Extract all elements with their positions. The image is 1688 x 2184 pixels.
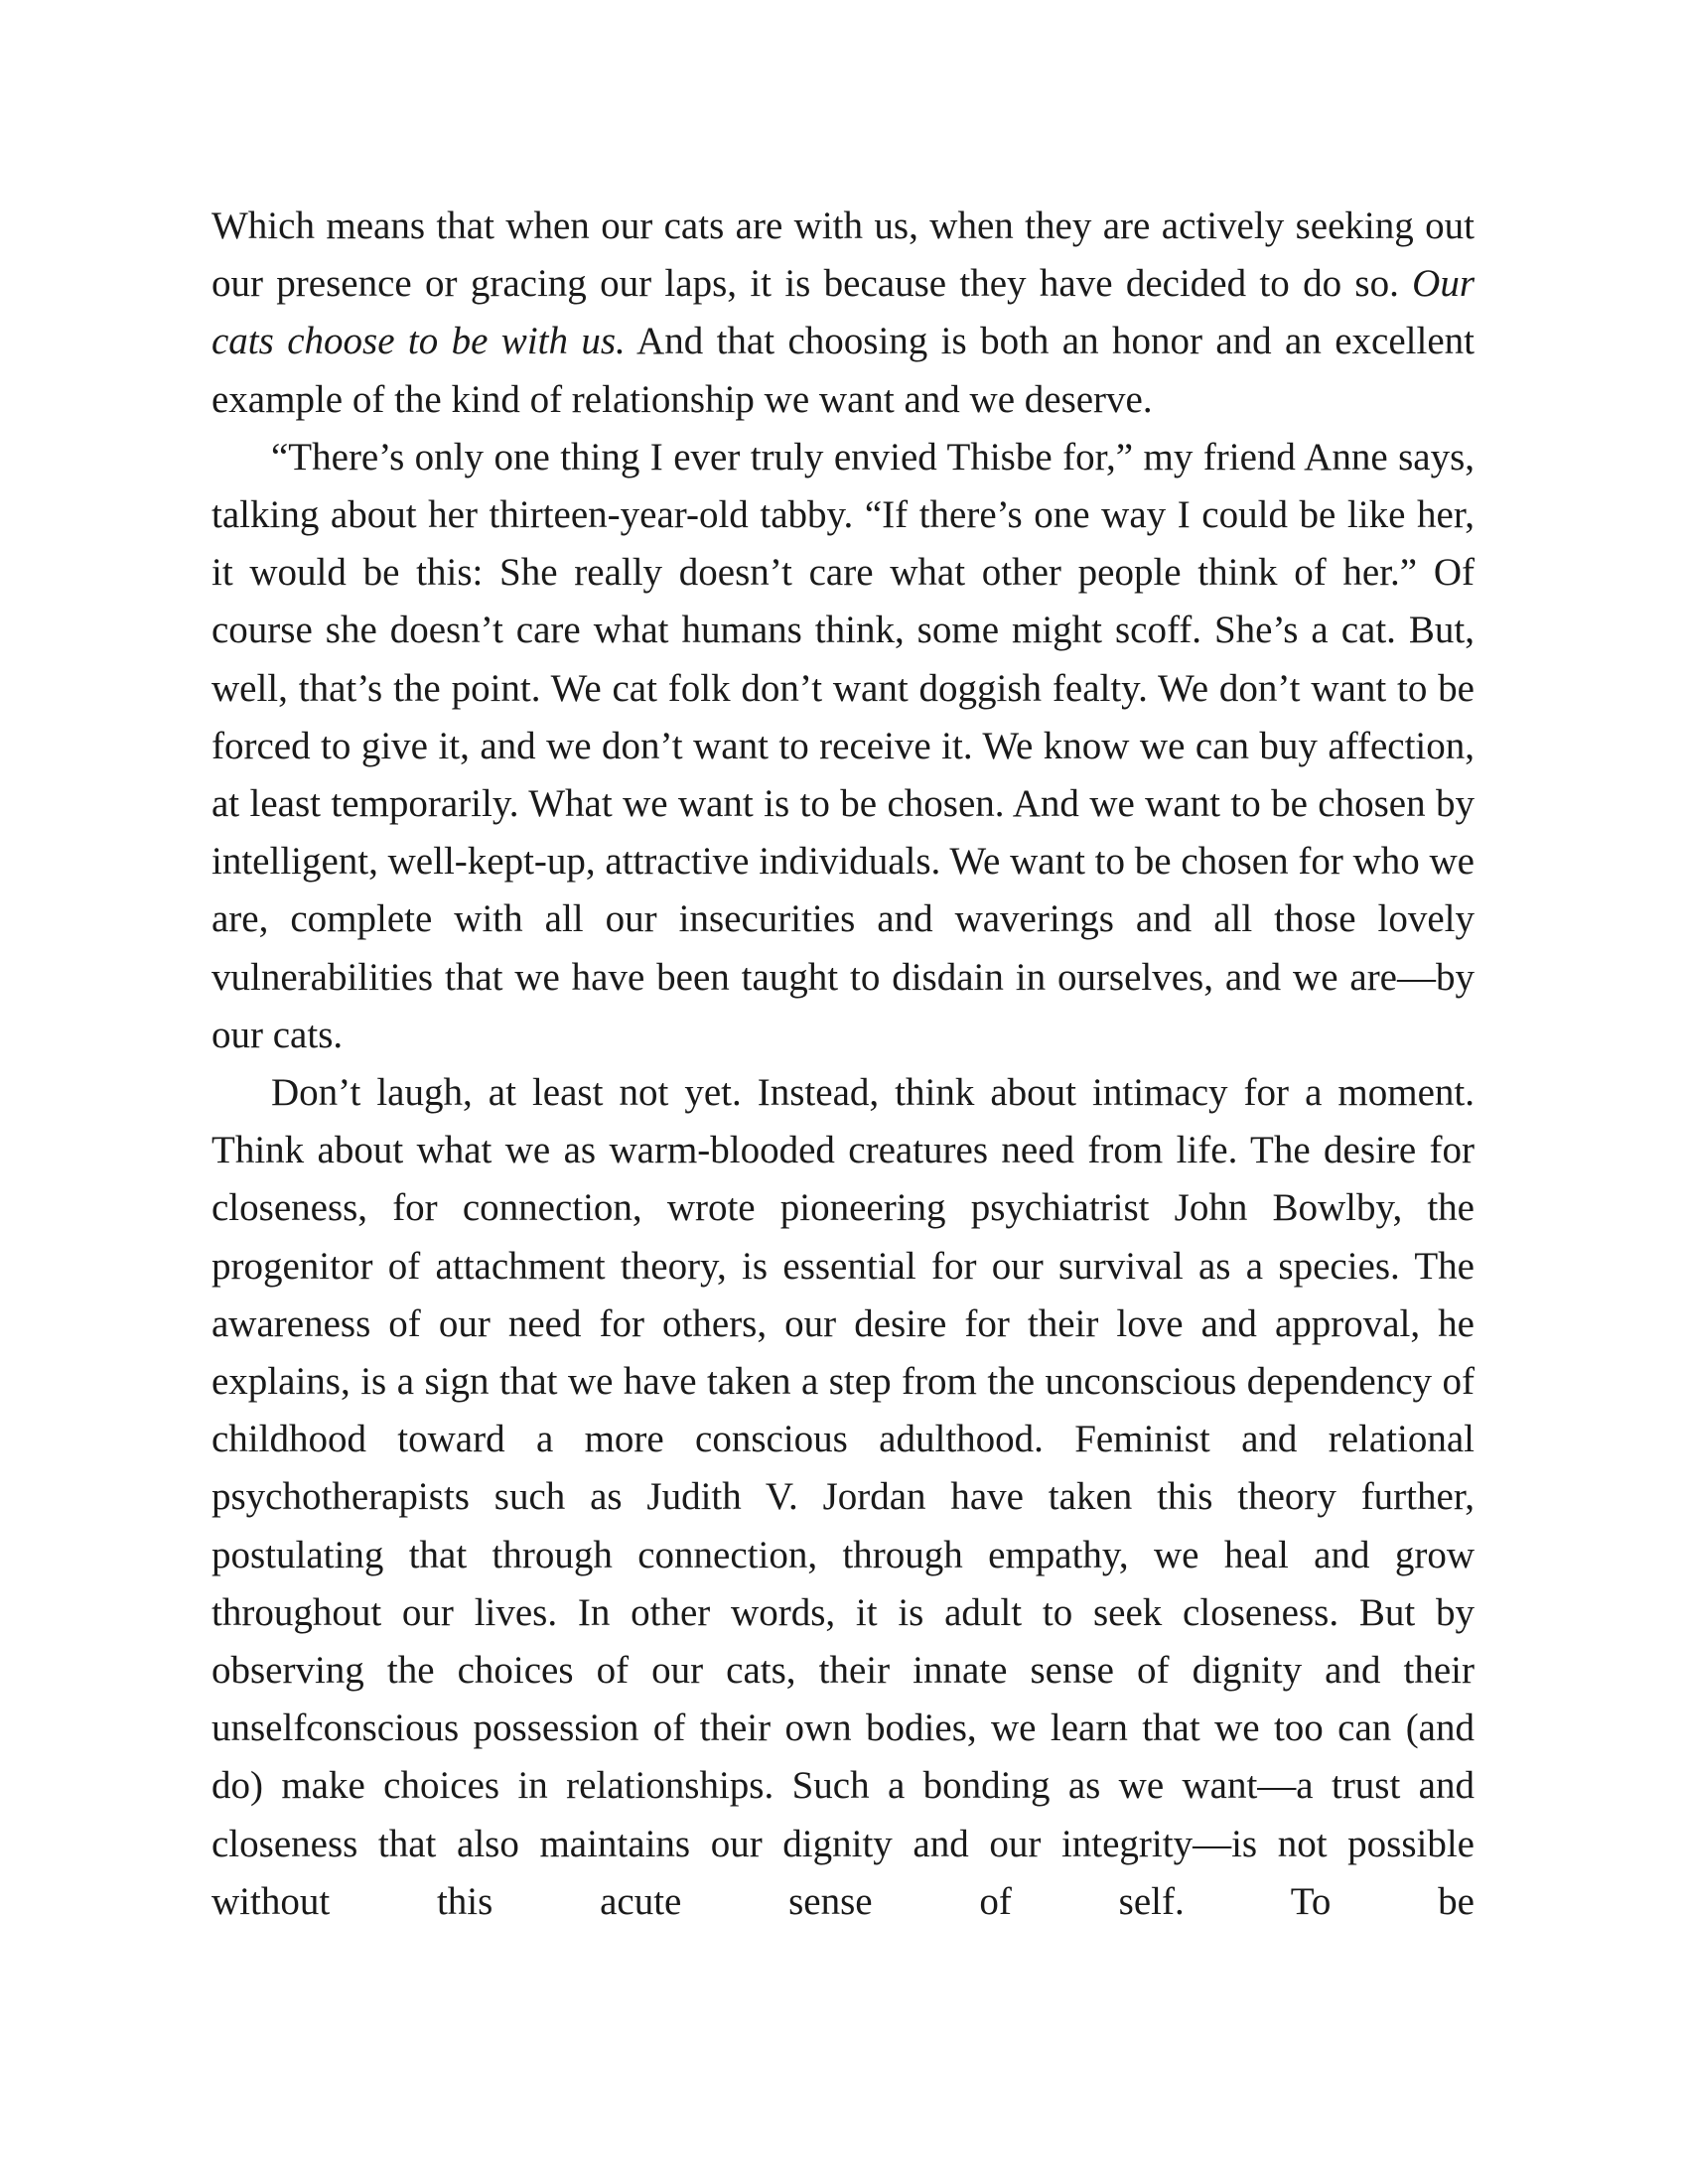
paragraph-2: “There’s only one thing I ever truly envied Thisbe for,” my friend Anne says, talking about her thirteen-year-old tabby. “If there’s one way I could be like her, it would be this: She really doesn’t care what other people think of her.” Of course she doesn’t care what humans think, some might scoff. She’s a cat. But, well, that’s the point. We cat folk don’t want doggish fealty. We don’t want to be forced to give it, and we don’t want to receive it. We know we can buy affection, at least temporarily. What we want is to be chosen. And we want to be chosen by intelligent, well-kept-up, attractive individuals. We want to be chosen for who we are, complete with all our insecurities and waverings and all those lovely vulnerabilities that we have been taught to disdain in ourselves, and we are—by our cats. [211, 435, 1475, 1056]
paragraph-3: Don’t laugh, at least not yet. Instead, think about intimacy for a moment. Think about what we as warm-blooded creatures need from life. The desire for closeness, for connection, wrote pioneering psychiatrist John Bowlby, the progenitor of attachment theory, is essential for our survival as a species. The awareness of our need for others, our desire for their love and approval, he explains, is a sign that we have taken a step from the unconscious dependency of childhood toward a more conscious adulthood. Feminist and relational psychotherapists such as Judith V. Jordan have taken this theory further, postulating that through connection, through empathy, we heal and grow throughout our lives. In other words, it is adult to seek closeness. But by observing the choices of our cats, their innate sense of dignity and their unselfconscious possession of their own bodies, we learn that we too can (and do) make choices in relationships. Such a bonding as we want—a trust and closeness that also maintains our dignity and our integrity—is not possible without this acute sense of self. To be [211, 1071, 1475, 1923]
paragraph-1 [211, 198, 1475, 429]
paragraph-1-text-before: Which means that when our cats are with us, when they are actively seeking out our presence or gracing our laps, it is because they have decided to do so. [211, 205, 1475, 306]
paragraph-1-emphasis: Our cats choose to be with us. [211, 262, 1475, 363]
body-text [211, 198, 1475, 1931]
paragraph-1-text-after: And that choosing is both an honor and an excellent example of the kind of relationship we want and we deserve. [211, 320, 1475, 421]
